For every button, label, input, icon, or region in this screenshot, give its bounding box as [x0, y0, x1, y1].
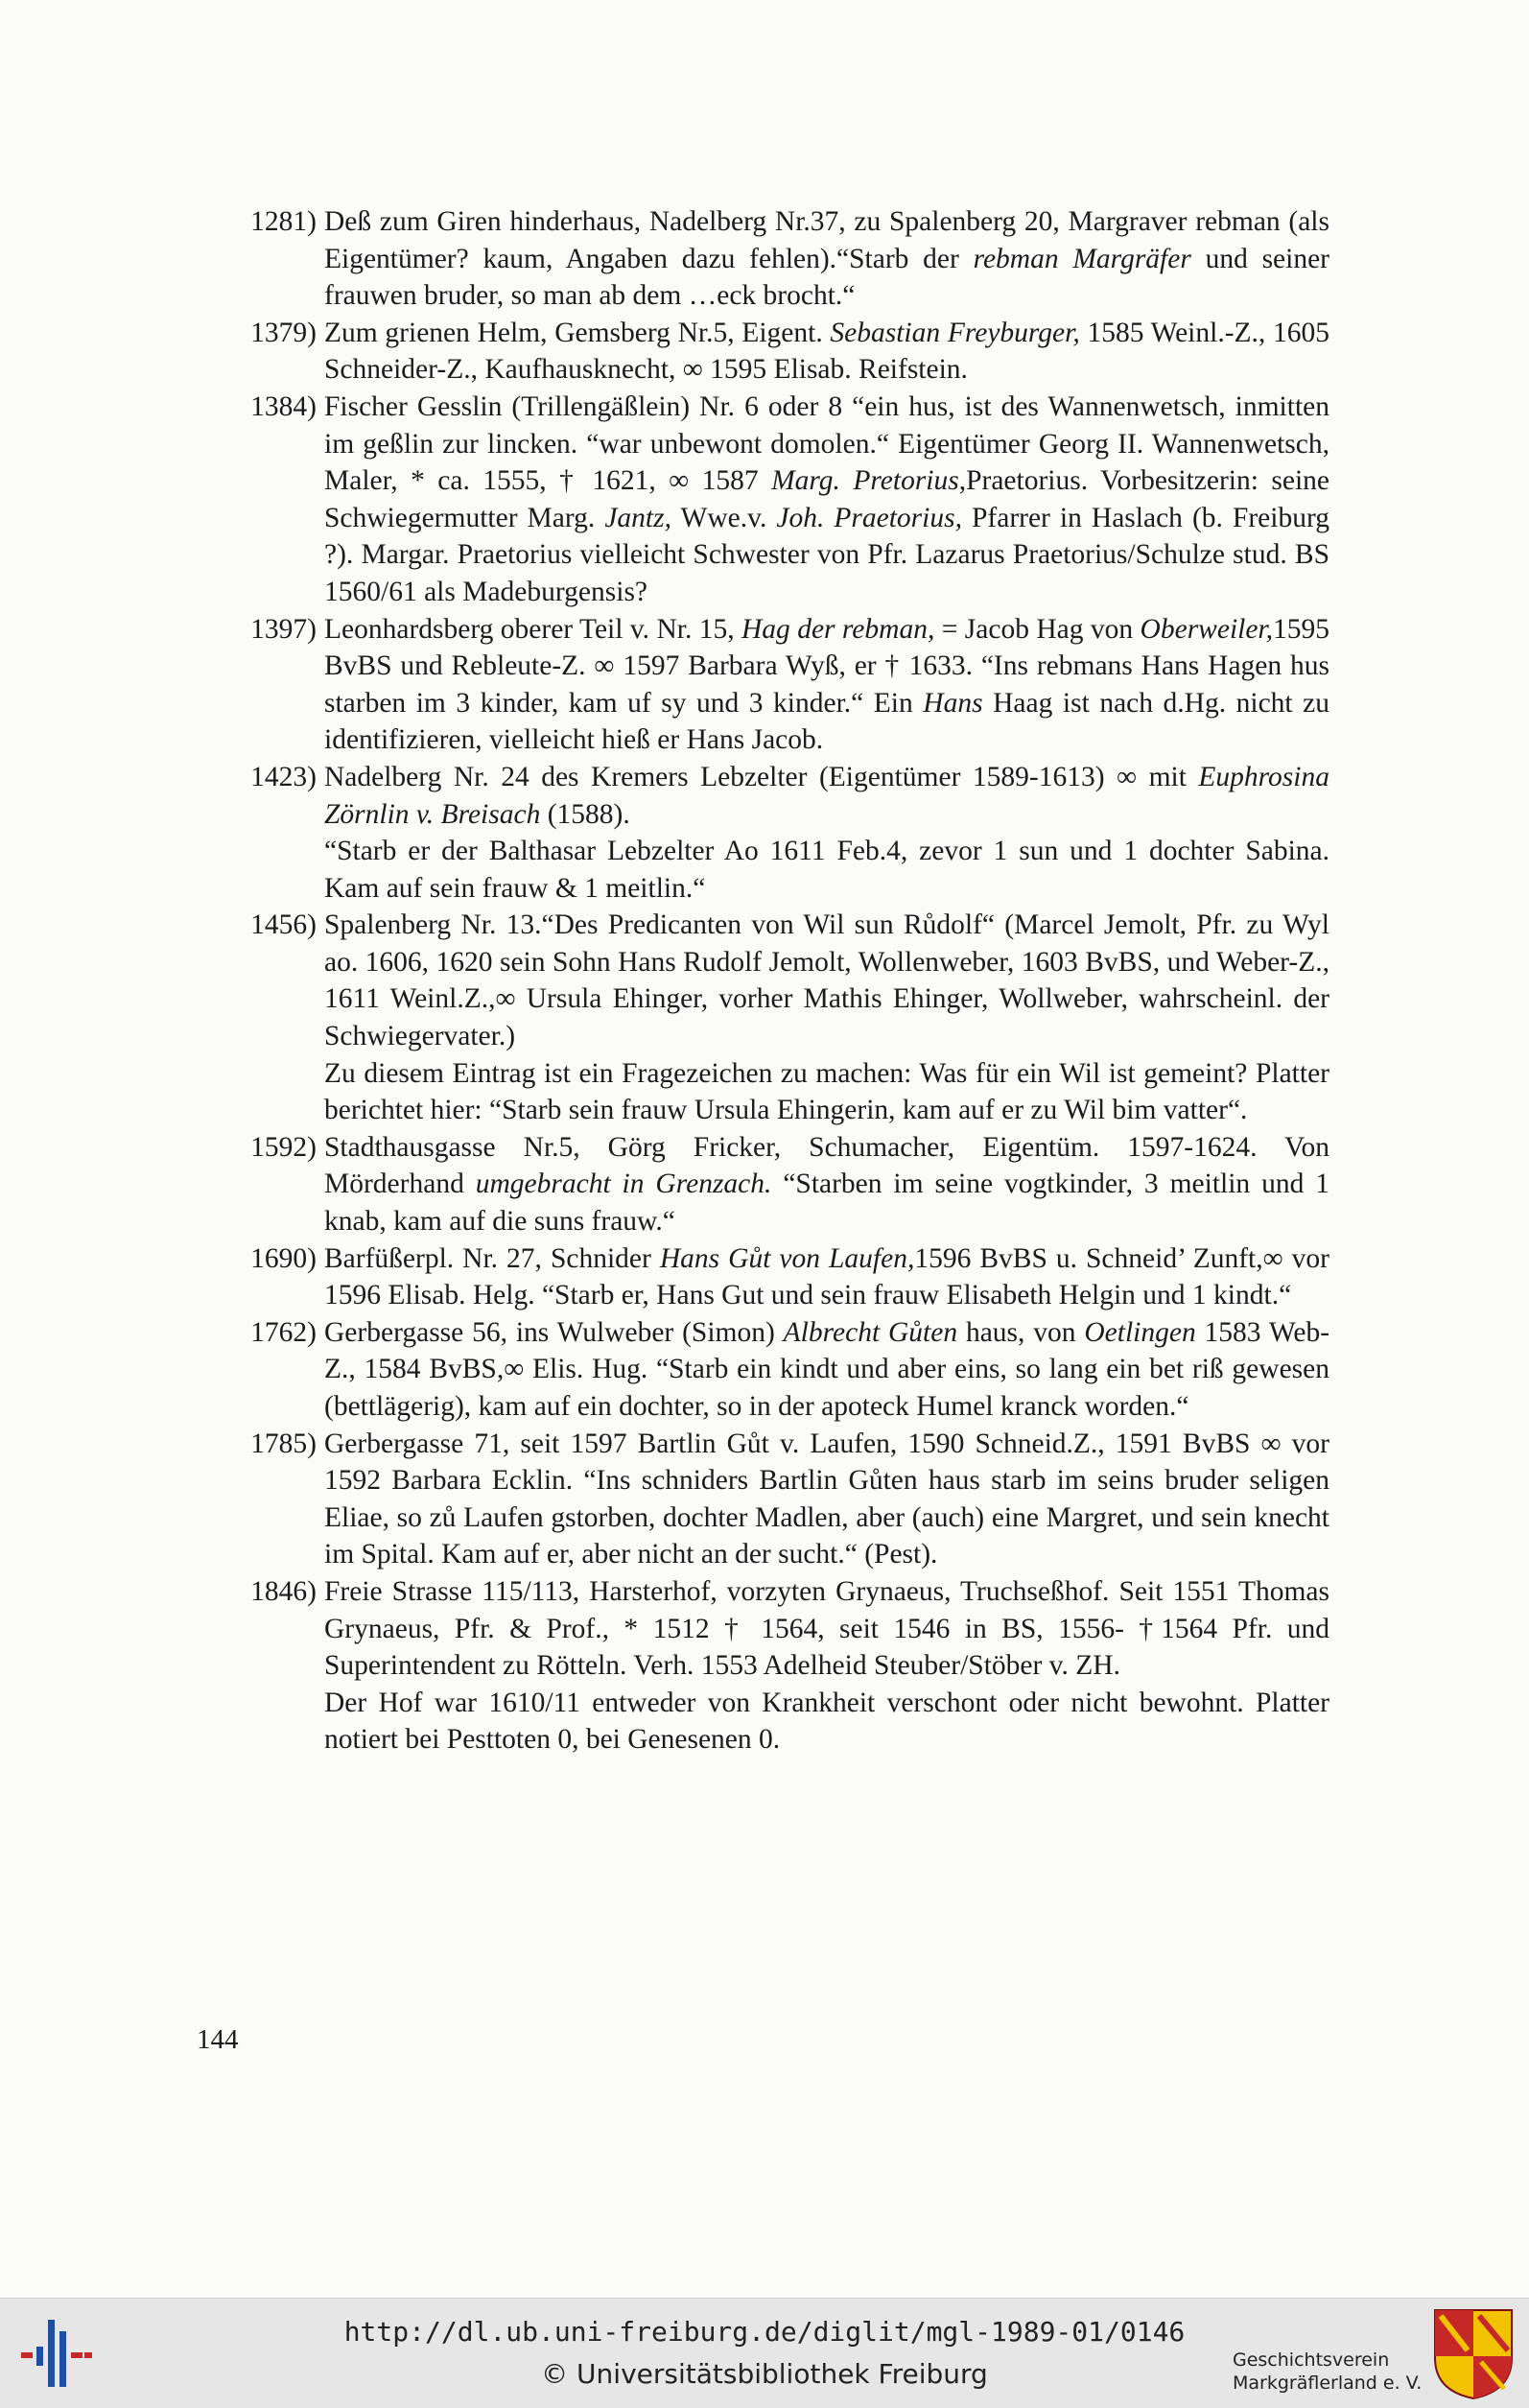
society-name-line1: Geschichtsverein [1233, 2349, 1390, 2371]
entry-number: 1592) [250, 1131, 317, 1163]
entry-paragraph: “Starb er der Balthasar Lebzelter Ao 1611 Feb.4, zevor 1 sun und 1 dochter Sabina. Kam auf sein frauw & 1 meitlin.“ [324, 836, 1329, 904]
entry-paragraph: Zu diesem Eintrag ist ein Fragezeichen zu machen: Was für ein Wil ist gemeint? Platter berichtet hier: “Starb sein frauw Ursula Ehingerin, kam auf er zu Wil bim vatter“. [324, 1057, 1329, 1126]
entry-number: 1384) [250, 390, 317, 422]
entry [226, 1314, 1329, 1426]
entry-paragraph: Gerbergasse 71, seit 1597 Bartlin Gůt v. Laufen, 1590 Schneid.Z., 1591 BvBS ∞ vor 1592 Barbara Ecklin. “Ins schniders Bartlin Gůten haus starb im seins bruder seligen Eliae, so zů Laufen gstorben, dochter Madlen, aber (auch) eine Margret, und sein knecht im Spital. Kam auf er, aber nicht an der sucht.“ (Pest). [324, 1428, 1329, 1570]
entry-paragraph: Deß zum Giren hinderhaus, Nadelberg Nr.37, zu Spalenberg 20, Margraver rebman (als Eigentümer? kaum, Angaben dazu fehlen).“Starb der rebman Margräfer und seiner frauwen bruder, so man ab dem …eck brocht.“ [324, 206, 1330, 312]
entry-paragraph: Barfüßerpl. Nr. 27, Schnider Hans Gůt von Laufen,1596 BvBS u. Schneid’ Zunft,∞ vor 1596 Elisab. Helg. “Starb er, Hans Gut und sein frauw Elisabeth Helgin und 1 kindt.“ [324, 1242, 1329, 1311]
society-name [1233, 2349, 1424, 2395]
permalink-url[interactable]: http://dl.ub.uni-freiburg.de/diglit/mgl-1989-01/0146 [343, 2316, 1186, 2348]
entries-list [226, 203, 1329, 1759]
entry-number: 1690) [250, 1242, 317, 1274]
page-number: 144 [197, 2024, 239, 2055]
entry-number: 1846) [250, 1575, 317, 1607]
entry [226, 1426, 1329, 1573]
copyright-notice: © Universitätsbibliothek Freiburg [541, 2358, 988, 2390]
entry-paragraph: Zum grienen Helm, Gemsberg Nr.5, Eigent. Sebastian Freyburger, 1585 Weinl.-Z., 1605 Schneider-Z., Kaufhausknecht, ∞ 1595 Elisab. Reifstein. [324, 317, 1329, 386]
entry-number: 1762) [250, 1316, 317, 1348]
entry-number: 1379) [250, 317, 317, 348]
entry [226, 1573, 1329, 1759]
entry [226, 203, 1329, 315]
entry-paragraph: Fischer Gesslin (Trillengäßlein) Nr. 6 oder 8 “ein hus, ist des Wannenwetsch, inmitten im geßlin zur lincken. “war unbewont domolen.“ Eigentümer Georg II. Wannenwetsch, Maler, * ca. 1555, † 1621, ∞ 1587 Marg. Pretorius,Praetorius. Vorbesitzerin: seine Schwiegermutter Marg. Jantz, Wwe.v. Joh. Praetorius, Pfarrer in Haslach (b. Freiburg ?). Margar. Praetorius vielleicht Schwester von Pfr. Lazarus Praetorius/Schulze stud. BS 1560/61 als Madeburgensis? [324, 390, 1330, 607]
entry [226, 1129, 1329, 1240]
entry [226, 389, 1329, 611]
entry-number: 1423) [250, 761, 317, 792]
entry-number: 1397) [250, 613, 317, 645]
entry [226, 315, 1329, 389]
entry [226, 759, 1329, 907]
entry [226, 907, 1329, 1129]
entry-paragraph: Stadthausgasse Nr.5, Görg Fricker, Schumacher, Eigentüm. 1597-1624. Von Mörderhand umgebracht in Grenzach. “Starben im seine vogtkinder, 3 meitlin und 1 knab, kam auf die suns frauw.“ [324, 1131, 1329, 1238]
entry-number: 1456) [250, 909, 317, 941]
entry-number: 1281) [250, 206, 317, 237]
entry-paragraph: Der Hof war 1610/11 entweder von Krankheit verschont oder nicht bewohnt. Platter notiert bei Pesttoten 0, bei Genesenen 0. [324, 1687, 1329, 1756]
entry-number: 1785) [250, 1428, 317, 1459]
viewer-footer [0, 2298, 1529, 2408]
entry-paragraph: Spalenberg Nr. 13.“Des Predicanten von Wil sun Růdolf“ (Marcel Jemolt, Pfr. zu Wyl ao. 1606, 1620 sein Sohn Hans Rudolf Jemolt, Wollenweber, 1603 BvBS, und Weber-Z., 1611 Weinl.Z.,∞ Ursula Ehinger, vorher Mathis Ehinger, Wollweber, wahrscheinl. der Schwiegervater.) [324, 909, 1329, 1052]
entry-paragraph: Nadelberg Nr. 24 des Kremers Lebzelter (Eigentümer 1589-1613) ∞ mit Euphrosina Zörnlin v. Breisach (1588). [324, 761, 1329, 830]
society-name-line2: Markgräflerland e. V. [1233, 2373, 1423, 2394]
entry-paragraph: Freie Strasse 115/113, Harsterhof, vorzyten Grynaeus, Truchseßhof. Seit 1551 Thomas Grynaeus, Pfr. & Prof., * 1512 † 1564, seit 1546 in BS, 1556- †1564 Pfr. und Superintendent zu Rötteln. Verh. 1553 Adelheid Steuber/Stöber v. ZH. [324, 1575, 1329, 1682]
entry [226, 611, 1329, 759]
entry-paragraph: Gerbergasse 56, ins Wulweber (Simon) Albrecht Gůten haus, von Oetlingen 1583 Web-Z., 1584 BvBS,∞ Elis. Hug. “Starb ein kindt und aber eins, so lang ein bet riß gewesen (bettlägerig), kam auf ein dochter, so in der apoteck Humel kranck worden.“ [324, 1316, 1330, 1422]
entry-paragraph: Leonhardsberg oberer Teil v. Nr. 15, Hag der rebman, = Jacob Hag von Oberweiler,1595 BvBS und Rebleute-Z. ∞ 1597 Barbara Wyß, er † 1633. “Ins rebmans Hans Hagen hus starben im 3 kinder, kam uf sy und 3 kinder.“ Ein Hans Haag ist nach d.Hg. nicht zu identifizieren, vielleicht hieß er Hans Jacob. [324, 613, 1330, 756]
coat-of-arms-icon [1433, 2308, 1514, 2400]
entry [226, 1240, 1329, 1314]
